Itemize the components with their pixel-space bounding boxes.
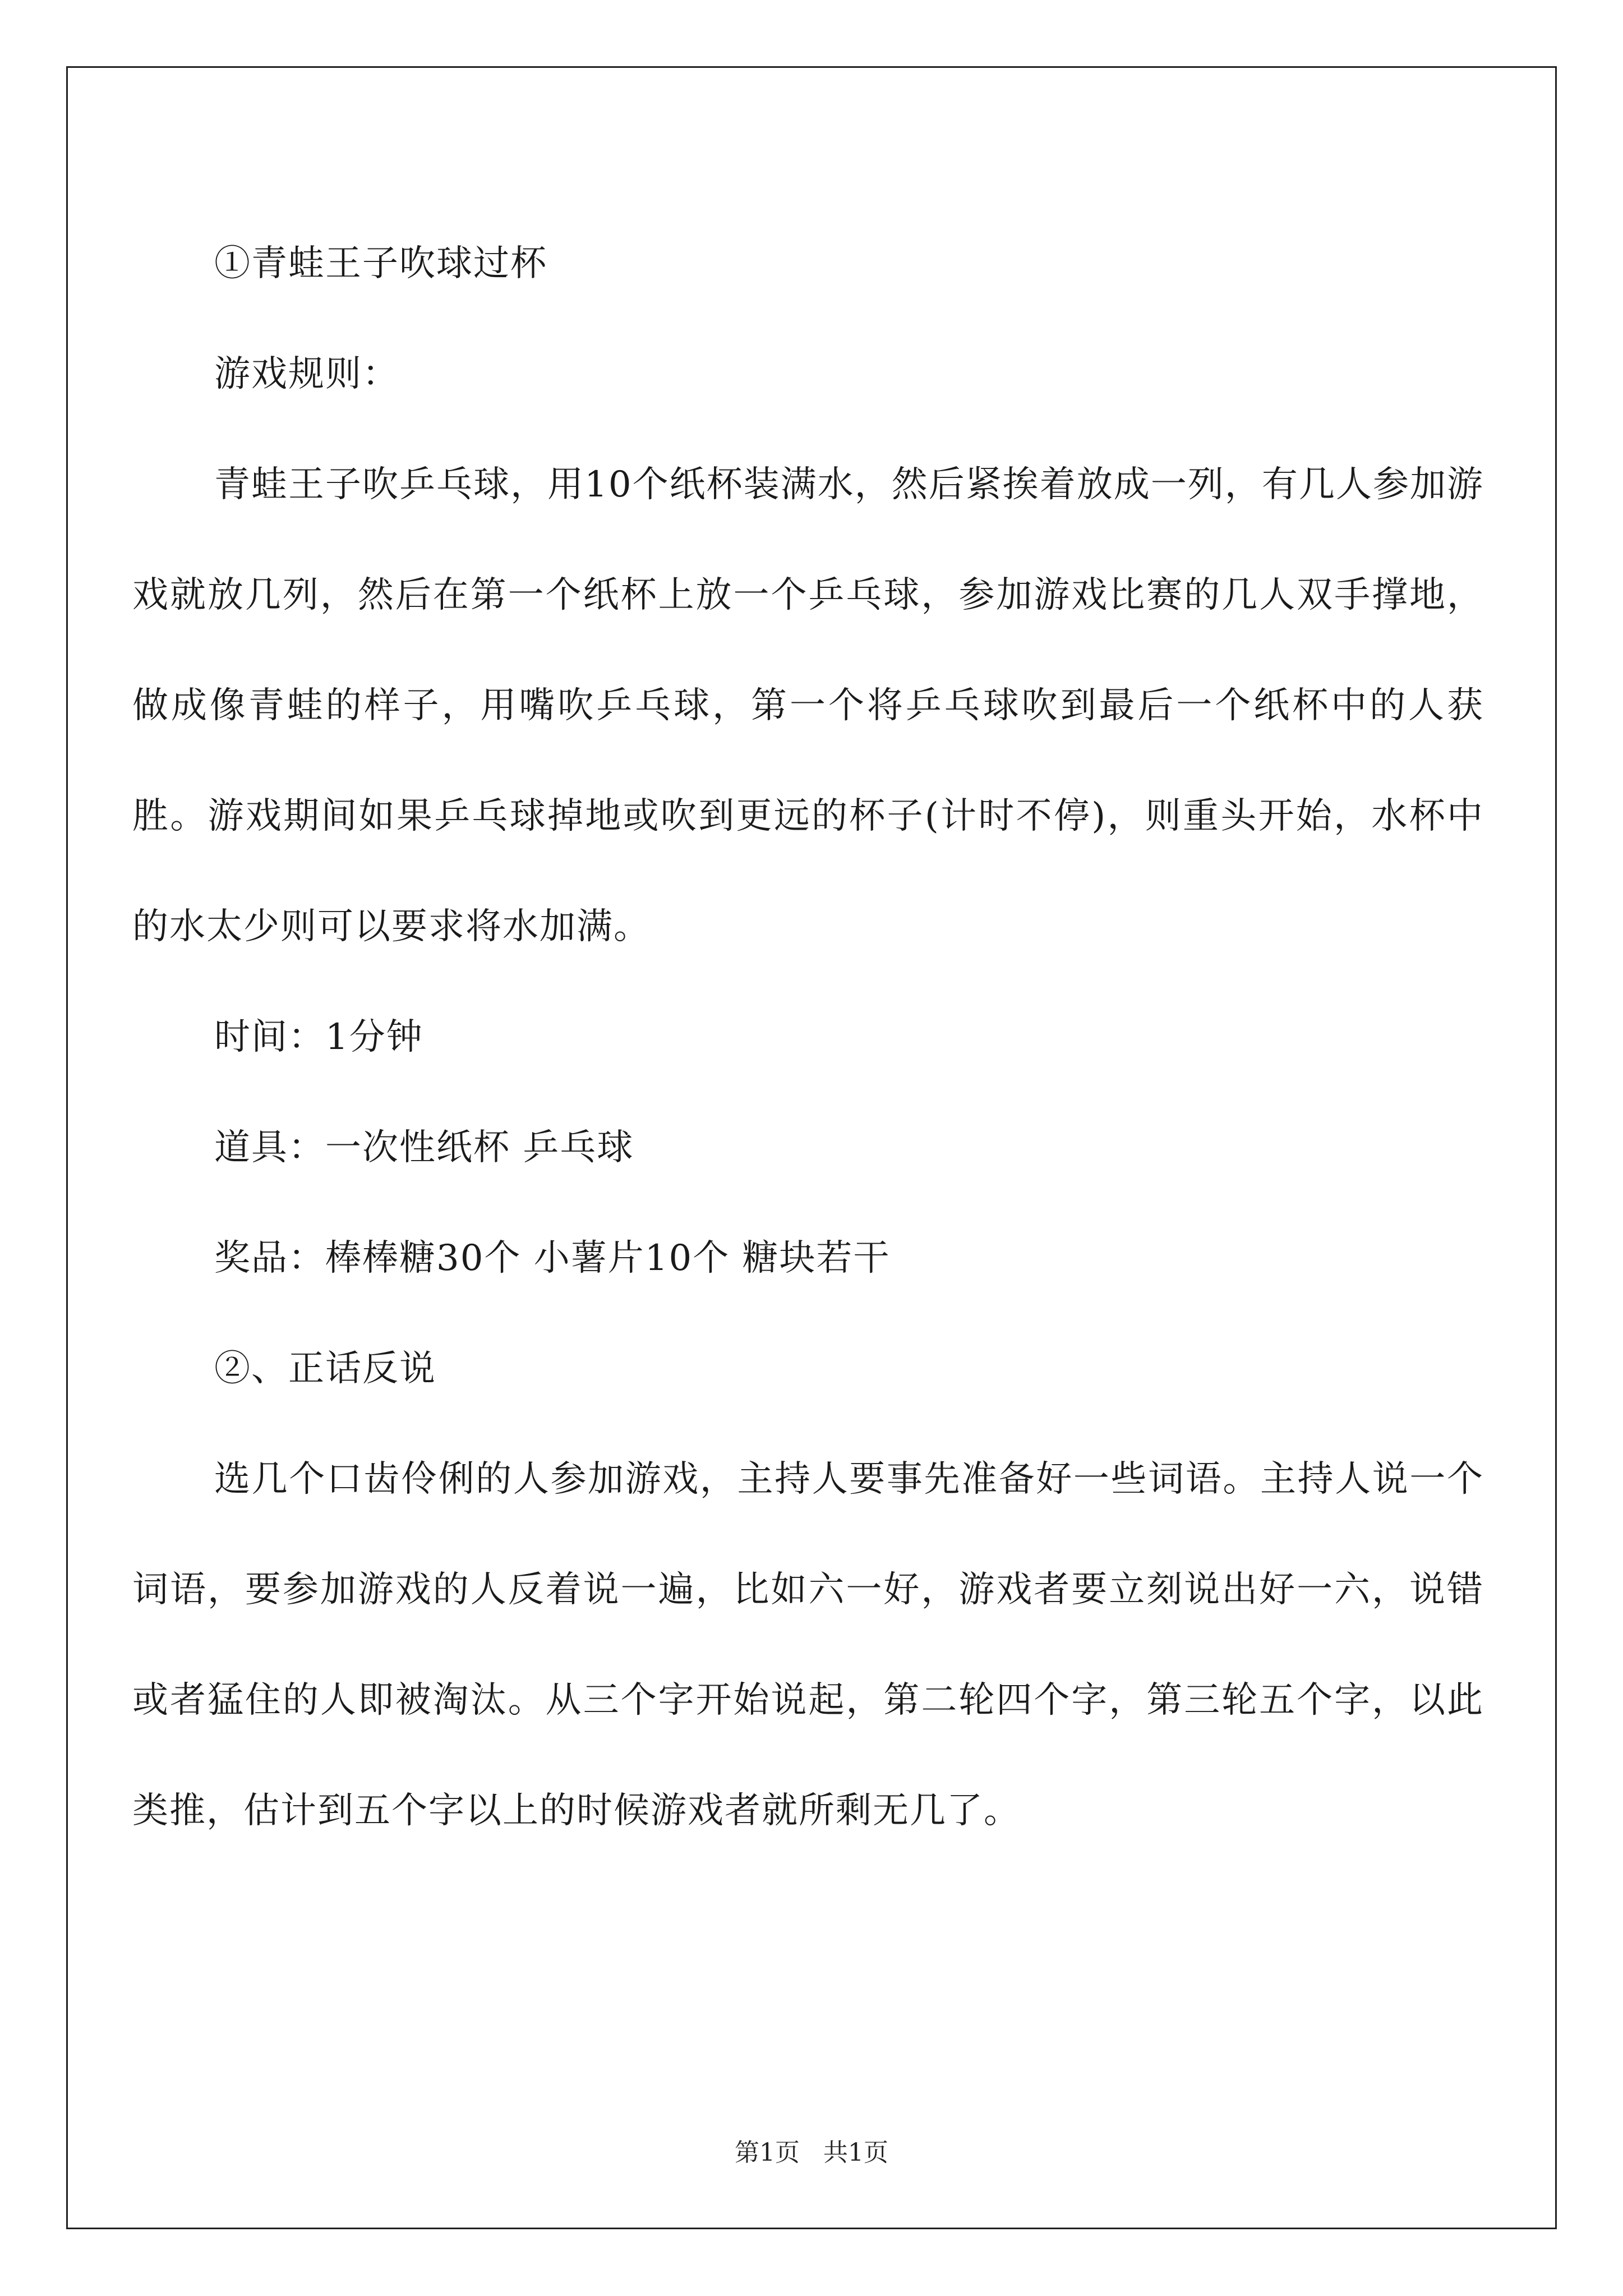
rules-label: 游戏规则： <box>214 353 399 395</box>
props-line: 道具：一次性纸杯 乒乓球 <box>214 1127 634 1168</box>
reverse-speech-paragraph: 选几个口齿伶俐的人参加游戏，主持人要事先准备好一些词语。主持人说一个词语，要参加游戏的人反着说一遍，比如六一好，游戏者要立刻说出好一六，说错或者猛住的人即被淘汰。从三个字开始说起，第二轮四个字，第三轮五个字，以此类推，估计到五个字以上的时候游戏者就所剩无几了。 <box>132 1458 1484 1832</box>
prizes-line: 奖品：棒棒糖30个 小薯片10个 糖块若干 <box>214 1237 891 1279</box>
time-line: 时间：1分钟 <box>214 1016 423 1058</box>
rules-paragraph: 青蛙王子吹乒乓球，用10个纸杯装满水，然后紧挨着放成一列，有几人参加游戏就放几列，然后在第一个纸杯上放一个乒乓球，参加游戏比赛的几人双手撑地，做成像青蛙的样子，用嘴吹乒乓球，第一个将乒乓球吹到最后一个纸杯中的人获胜。游戏期间如果乒乓球掉地或吹到更远的杯子(计时不停)，则重头开始，水杯中的水太少则可以要求将水加满。 <box>132 464 1484 947</box>
section-heading-reverse-speech: ②、正话反说 <box>214 1348 436 1389</box>
document-body <box>132 209 1484 1866</box>
section-heading-frog-prince: ①青蛙王子吹球过杯 <box>214 243 547 284</box>
page-number: 第1页 <box>735 2138 800 2167</box>
page-footer <box>0 2136 1623 2170</box>
page-total: 共1页 <box>823 2138 888 2167</box>
